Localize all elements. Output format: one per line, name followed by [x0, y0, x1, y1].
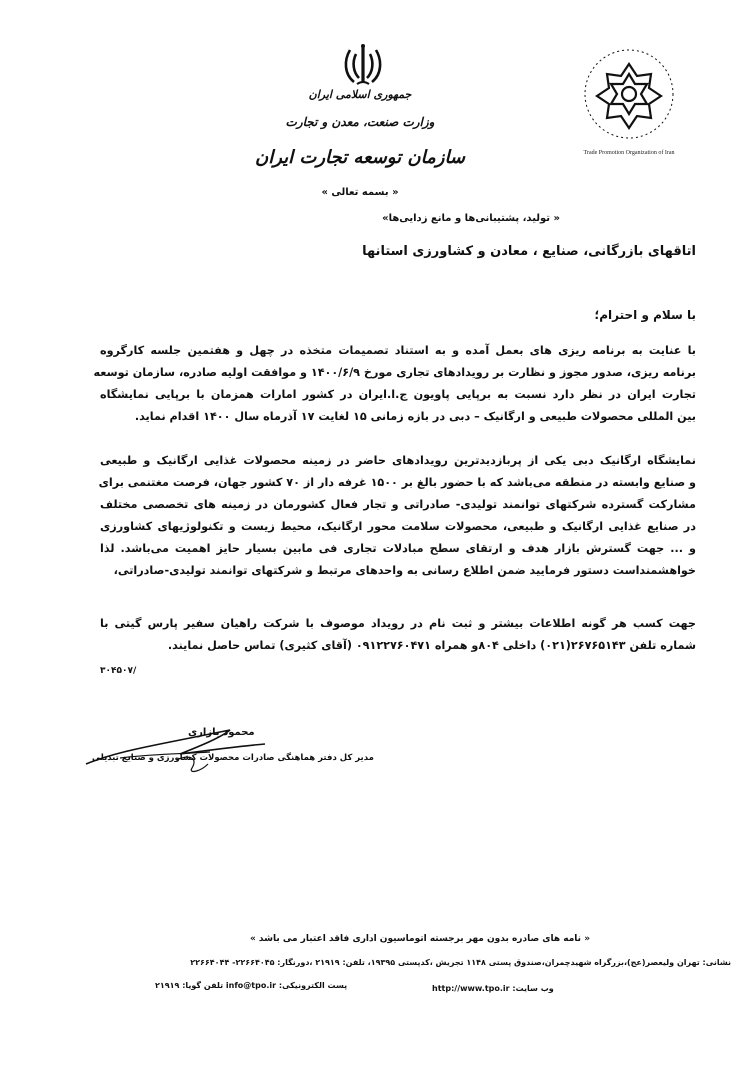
footer-address: نشانی: تهران ولیعصر(عج)،بزرگراه شهیدچمران،صندوق پستی ۱۱۴۸ تجریش ،کدپستی ۱۹۳۹۵، تلفن: ۲۱۹۱۹ ،دورنگار: ۲۲۶۶۴۰۴۵- ۲۲۶۶۴۰۴۴	[190, 958, 731, 967]
header-slogan: « تولید، پشتیبانی‌ها و مانع زدایی‌ها»	[382, 213, 560, 224]
signer-title: مدیر کل دفتر هماهنگی صادرات محصولات کشاورزی و صنایع تبدیلی	[92, 753, 374, 763]
paragraph-3	[100, 613, 696, 657]
paragraph-line: جهت کسب هر گونه اطلاعات بیشتر و ثبت نام در رویداد موصوف با شرکت راهیان سفیر پارس گیتی با	[100, 617, 696, 630]
recipient: اتاقهای بازرگانی، صنایع ، معادن و کشاورزی استانها	[362, 244, 696, 259]
paragraph-line: تجارت ایران در نظر دارد نسبت به برپایی پاویون ج.ا.ایران در کشور امارات همزمان با برپایی نمایشگاه	[100, 388, 696, 401]
paragraph-2	[100, 450, 696, 582]
header-organization: سازمان توسعه تجارت ایران	[254, 147, 466, 168]
paragraph-line: برنامه ریزی، صدور مجوز و نظارت بر رویدادهای تجاری مورخ ۱۴۰۰/۶/۹ و موافقت اولیه صادره، سازمان توسعه	[93, 366, 696, 379]
footer-note: « نامه های صادره بدون مهر برجسته اتوماسیون اداری فاقد اعتبار می باشد »	[249, 934, 591, 944]
footer-email: پست الکترونیکی: info@tpo.ir تلفن گویا: ۲۱۹۱۹	[155, 981, 348, 990]
header-ministry: وزارت صنعت، معدن و تجارت	[285, 115, 435, 129]
logo-caption: Trade Promotion Organization of Iran	[583, 150, 675, 156]
paragraph-line: با عنایت به برنامه ریزی های بعمل آمده و به استناد تصمیمات متخذه در چهل و هفتمین جلسه کارگروه	[100, 344, 696, 357]
paragraph-1	[93, 340, 696, 428]
paragraph-line: خواهشمنداست دستور فرمایید ضمن اطلاع رسانی به واحدهای مرتبط و شرکتهای توانمند تولیدی-صادراتی،	[113, 564, 696, 577]
tpo-logo-icon	[577, 42, 681, 146]
footer-website: وب سایت: http://www.tpo.ir	[432, 984, 554, 993]
paragraph-line: و صنایع وابسته در منطقه می‌باشد که با حضور بالغ بر ۱۵۰۰ غرفه دار از ۷۰ کشور جهان، فرصت مغتنمی برای	[98, 476, 696, 489]
salutation: با سلام و احترام؛	[594, 308, 696, 322]
paragraph-line: و ... جهت گسترش بازار هدف و ارتقای سطح مبادلات تجاری فی مابین بسیار حایز اهمیت می‌باشد. لذا	[100, 542, 696, 555]
paragraph-line: بین المللی محصولات طبیعی و ارگانیک – دبی در بازه زمانی ۱۵ لغایت ۱۷ آذرماه سال ۱۴۰۰ اقدام نماید.	[134, 410, 696, 423]
paragraph-line: نمایشگاه ارگانیک دبی یکی از پربازدیدترین رویدادهای حاضر در زمینه محصولات غذایی ارگانیک و طبیعی	[100, 454, 696, 467]
paragraph-line: شماره تلفن ۲۶۷۶۵۱۴۳(۰۲۱) داخلی ۸۰۴و همراه ۰۹۱۲۲۷۶۰۴۷۱ (آقای کثیری) تماس حاصل نمایند.	[167, 639, 696, 652]
paragraph-line: مشارکت گسترده شرکتهای توانمند تولیدی- صادراتی و تجار فعال کشورمان در زمینه های تخصصی مختلف	[100, 498, 696, 511]
header-bismillah: « بسمه تعالی »	[321, 187, 399, 198]
header-country: جمهوری اسلامی ایران	[308, 88, 412, 101]
iran-emblem-icon	[342, 42, 384, 88]
signer-name: محمود بازاری	[188, 727, 255, 738]
letter-number: ۳۰۴۵۰۷/	[100, 666, 137, 676]
paragraph-line: در صنایع غذایی ارگانیک و طبیعی، محصولات سلامت محور ارگانیک، محیط زیست و تکنولوژیهای کشاورزی	[100, 520, 696, 533]
